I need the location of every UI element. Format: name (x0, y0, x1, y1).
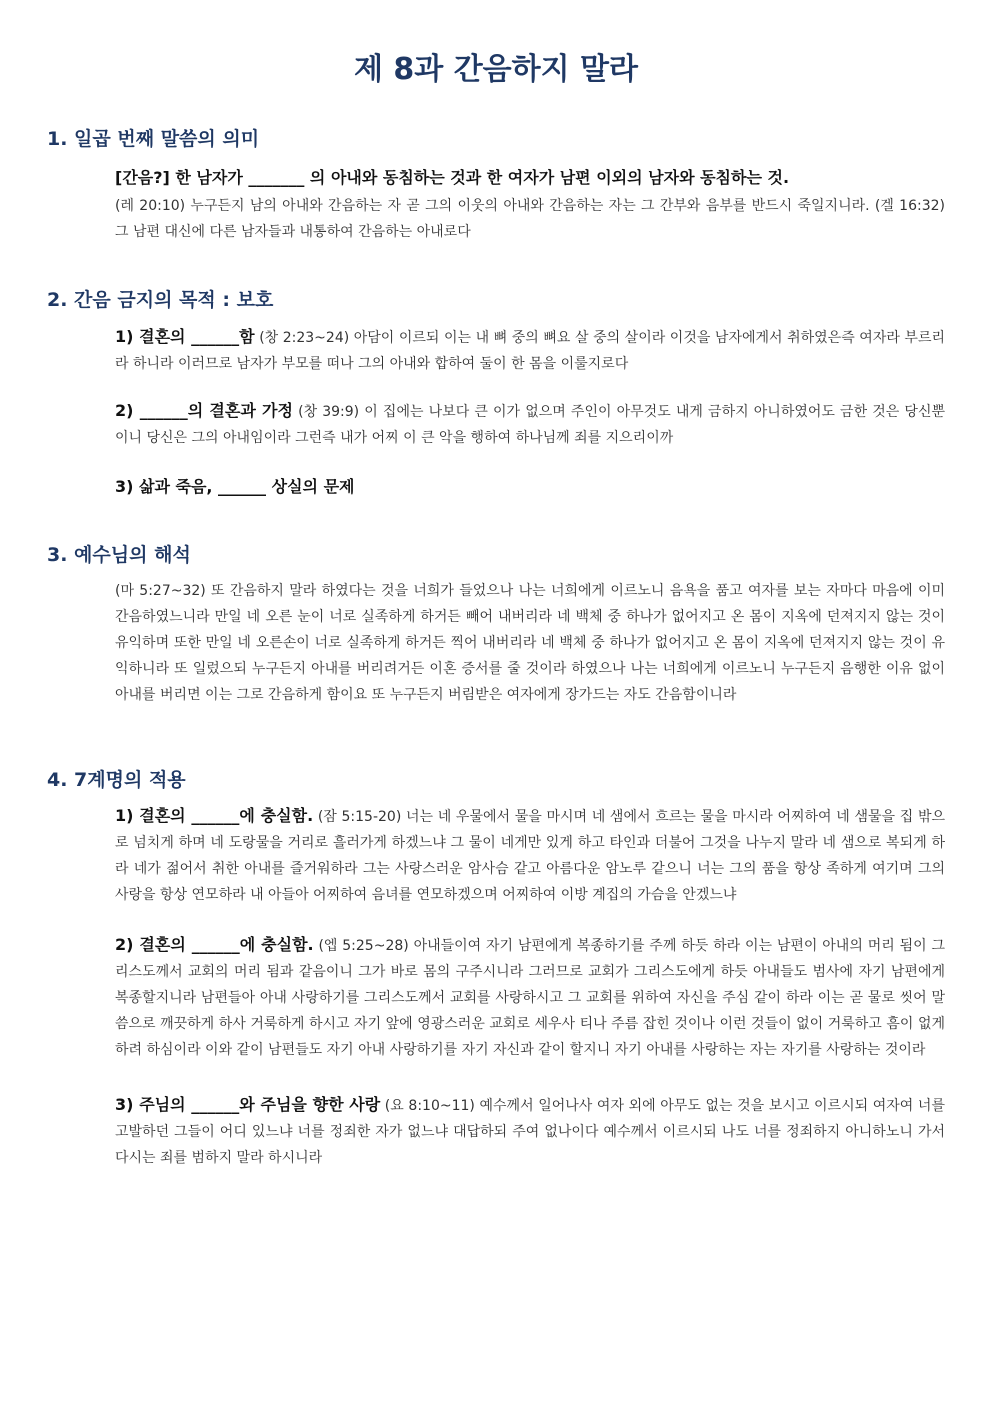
application-item-1-verse: (잠 5:15-20) 너는 네 우물에서 물을 마시며 네 샘에서 흐르는 물을 마시라 어찌하여 네 샘물을 집 밖으로 넘치게 하며 네 도랑물을 거리로 흘러가게 하겠느냐 그 물이 네게만 있게 하고 타인과 더불어 그것을 나누지 말라 네 샘으로 복되게 하라 네가 젊어서 취한 아내를 즐거워하라 그는 사랑스러운 암사슴 같고 아름다운 암노루 같으니 너는 그의 품을 항상 족하게 여기며 그의 사랑을 항상 연모하라 내 아들아 어찌하여 음녀를 연모하겠으며 어찌하여 이방 계집의 가슴을 안겠느냐 (115, 809, 945, 903)
verse-matthew: (마 5:27~32) 또 간음하지 말라 하였다는 것을 너희가 들었으나 나는 너희에게 이르노니 음욕을 품고 여자를 보는 자마다 마음에 이미 간음하였느니라 만일 네 오른 눈이 너로 실족하게 하거든 빼어 내버리라 네 백체 중 하나가 없어지고 온 몸이 지옥에 던져지지 않는 것이 유익하며 또한 만일 네 오른손이 너로 실족하게 하거든 찍어 내버리라 네 백체 중 하나가 없어지고 온 몸이 지옥에 던져지지 않는 것이 유익하니라 또 일렀으되 누구든지 아내를 버리려거든 이혼 증서를 줄 것이라 하였으나 나는 너희에게 이르노니 누구든지 음행한 이유 없이 아내를 버리면 이는 그로 간음하게 함이요 또 누구든지 버림받은 여자에게 장가드는 자도 간음함이니라 (115, 583, 945, 703)
purpose-item-2-lead: 2) ______의 결혼과 가정 (115, 401, 293, 420)
application-item-3-lead: 3) 주님의 ______와 주님을 향한 사랑 (115, 1095, 381, 1114)
adultery-definition: [간음?] 한 남자가 _______ 의 아내와 동침하는 것과 한 여자가 남편 이외의 남자와 동침하는 것. (115, 168, 790, 187)
application-item-1 (115, 803, 945, 908)
purpose-item-1 (115, 324, 945, 377)
application-item-2 (115, 932, 945, 1063)
purpose-item-3 (115, 474, 945, 501)
application-item-2-verse: (엡 5:25~28) 아내들이여 자기 남편에게 복종하기를 주께 하듯 하라 이는 남편이 아내의 머리 됨이 그리스도께서 교회의 머리 됨과 같음이니 그가 바로 몸의 구주시니라 그러므로 교회가 그리스도에게 하듯 아내들도 범사에 자기 남편에게 복종할지니라 남편들아 아내 사랑하기를 그리스도께서 교회를 사랑하시고 그 교회를 위하여 자신을 주심 같이 하라 이는 곧 물로 씻어 말씀으로 깨끗하게 하사 거룩하게 하시고 자기 앞에 영광스러운 교회로 세우사 티나 주름 잡힌 것이나 이런 것들이 없이 거룩하고 흠이 없게 하려 하심이라 이와 같이 남편들도 자기 아내 사랑하기를 자기 자신과 같이 할지니 자기 아내를 사랑하는 자는 자기를 사랑하는 것이라 (115, 938, 945, 1058)
verse-leviticus-ezekiel: (레 20:10) 누구든지 남의 아내와 간음하는 자 곧 그의 이웃의 아내와 간음하는 자는 그 간부와 음부를 반드시 죽일지니라. (겔 16:32) 그 남편 대신에 다른 남자들과 내통하여 간음하는 아내로다 (115, 198, 945, 240)
purpose-item-2-verse: (창 39:9) 이 집에는 나보다 큰 이가 없으며 주인이 아무것도 내게 금하지 아니하였어도 금한 것은 당신뿐이니 당신은 그의 아내임이라 그런즉 내가 어찌 이 큰 악을 행하여 하나님께 죄를 지으리이까 (115, 404, 945, 446)
section-heading-application: 4. 7계명의 적용 (47, 769, 186, 791)
section-heading-jesus-interpretation: 3. 예수님의 해석 (47, 544, 191, 566)
application-item-3 (115, 1092, 945, 1171)
section-heading-meaning: 1. 일곱 번째 말씀의 의미 (47, 128, 260, 150)
application-item-2-lead: 2) 결혼의 ______에 충실함. (115, 935, 314, 954)
purpose-item-2 (115, 398, 945, 451)
purpose-item-3-lead: 3) 삶과 죽음, ______ 상실의 문제 (115, 477, 355, 496)
application-item-3-verse: (요 8:10~11) 예수께서 일어나사 여자 외에 아무도 없는 것을 보시고 이르시되 여자여 너를 고발하던 그들이 어디 있느냐 너를 정죄한 자가 없느냐 대답하되 주여 없나이다 예수께서 이르시되 나도 너를 정죄하지 아니하노니 가서 다시는 죄를 범하지 말라 하시니라 (115, 1098, 945, 1166)
section-heading-purpose: 2. 간음 금지의 목적 : 보호 (47, 289, 274, 311)
page-title: 제 8과 간음하지 말라 (353, 52, 639, 87)
application-item-1-lead: 1) 결혼의 ______에 충실함. (115, 806, 314, 825)
purpose-item-1-lead: 1) 결혼의 ______함 (115, 327, 255, 346)
purpose-item-1-verse: (창 2:23~24) 아담이 이르되 이는 내 뼈 중의 뼈요 살 중의 살이라 이것을 남자에게서 취하였은즉 여자라 부르리라 하니라 이러므로 남자가 부모를 떠나 그의 아내와 합하여 둘이 한 몸을 이룰지로다 (115, 330, 945, 372)
